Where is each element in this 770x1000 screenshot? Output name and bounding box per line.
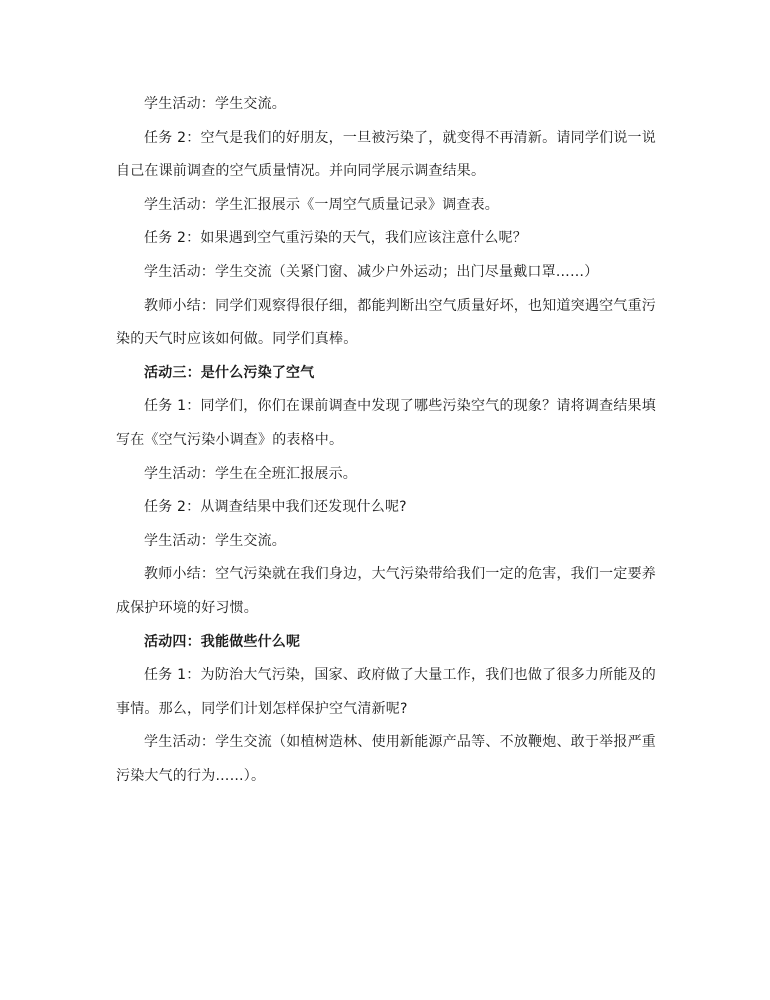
paragraph: 教师小结：同学们观察得很仔细，都能判断出空气质量好坏，也知道突遇空气重污染的天气时应该如何做。同学们真棒。 bbox=[116, 297, 656, 348]
paragraph: 任务 2：如果遇到空气重污染的天气，我们应该注意什么呢？ bbox=[144, 230, 527, 247]
section-heading: 活动三：是什么污染了空气 bbox=[144, 364, 315, 381]
document-body bbox=[116, 88, 656, 793]
paragraph: 任务 1：为防治大气污染，国家、政府做了大量工作，我们也做了很多力所能及的事情。那么，同学们计划怎样保护空气清新呢? bbox=[116, 667, 656, 717]
section-heading: 活动四：我能做些什么呢 bbox=[144, 633, 301, 650]
paragraph: 学生活动：学生在全班汇报展示。 bbox=[144, 465, 357, 482]
paragraph: 学生活动：学生交流。 bbox=[144, 532, 286, 549]
paragraph: 任务 1：同学们，你们在课前调查中发现了哪些污染空气的现象？请将调查结果填写在《空气污染小调查》的表格中。 bbox=[116, 398, 656, 448]
paragraph: 教师小结：空气污染就在我们身边，大气污染带给我们一定的危害，我们一定要养成保护环境的好习惯。 bbox=[116, 566, 656, 616]
paragraph: 学生活动：学生交流（如植树造林、使用新能源产品等、不放鞭炮、敢于举报严重污染大气的行为……）。 bbox=[116, 734, 656, 784]
paragraph: 任务 2：从调查结果中我们还发现什么呢? bbox=[144, 499, 407, 516]
paragraph: 学生活动：学生交流。 bbox=[144, 96, 286, 112]
paragraph: 学生活动：学生交流（关紧门窗、减少户外运动；出门尽量戴口罩……） bbox=[144, 263, 599, 280]
paragraph: 学生活动：学生汇报展示《一周空气质量记录》调查表。 bbox=[144, 196, 499, 213]
paragraph: 任务 2：空气是我们的好朋友，一旦被污染了，就变得不再清新。请同学们说一说自己在课前调查的空气质量情况。并向同学展示调查结果。 bbox=[116, 129, 656, 180]
